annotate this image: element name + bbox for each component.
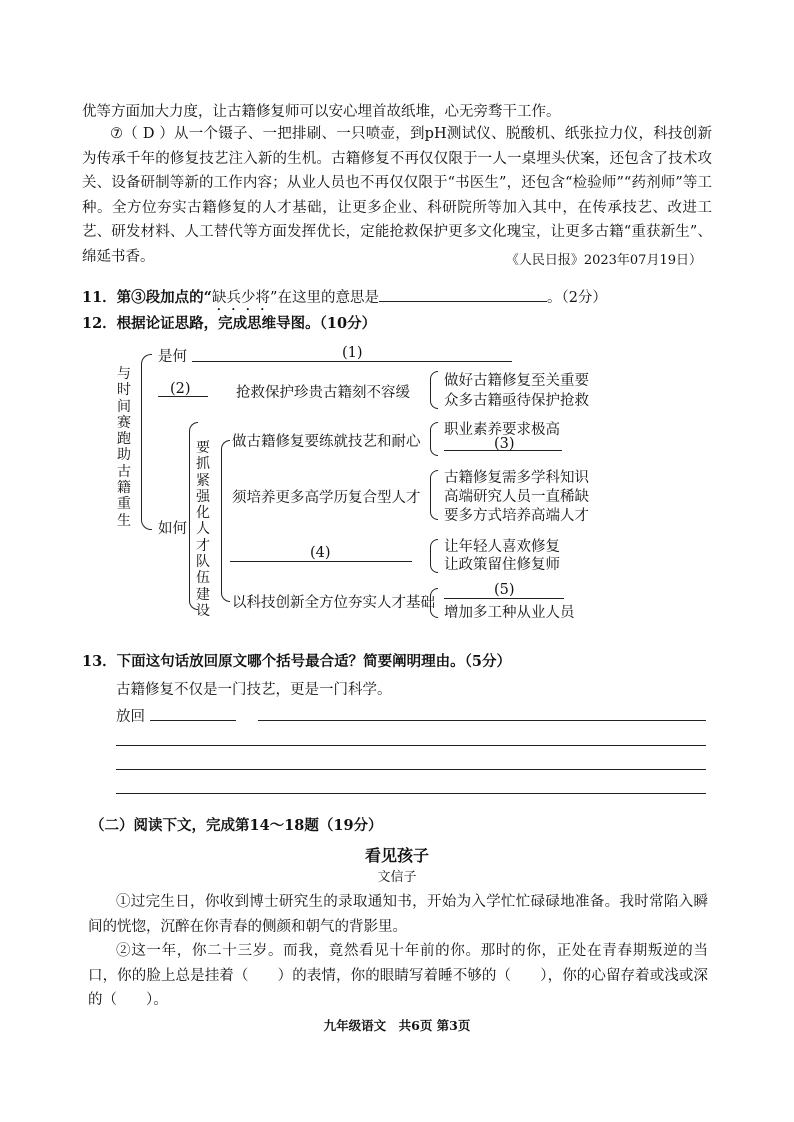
mind-map-root: 与时间赛跑助古籍重生: [117, 366, 131, 529]
why-2: 众多古籍亟待保护抢救: [444, 393, 589, 409]
how-b3: 要多方式培养高端人才: [444, 508, 589, 524]
how-b-brace: [430, 470, 438, 520]
q11-pre: 11．第③段加点的“: [82, 289, 213, 306]
q13-position-blank[interactable]: [150, 720, 236, 721]
how-a-brace: [430, 422, 438, 456]
how-b1: 古籍修复需多学科知识: [444, 470, 589, 486]
label-shi-he: 是何: [158, 349, 187, 365]
how-a: 做古籍修复要练就技艺和耐心: [232, 434, 421, 450]
page-footer: 九年级语文 共6页 第3页: [323, 1018, 471, 1033]
source-citation: 《人民日报》2023年07月19日）: [505, 253, 702, 268]
how-d2: 增加多工种从业人员: [444, 605, 575, 621]
article-title: 看见孩子: [364, 846, 429, 865]
section-two-heading: （二）阅读下文，完成第14～18题（19分）: [90, 817, 383, 834]
how-c2: 让政策留住修复师: [444, 557, 560, 573]
blank-3-number: (3): [494, 436, 515, 452]
q13-answer-label: 放回: [116, 709, 145, 725]
why-1: 做好古籍修复至关重要: [444, 373, 589, 389]
article-author: 文信子: [377, 870, 417, 885]
how-b2: 高端研究人员一直稀缺: [444, 489, 589, 505]
q13-reason-line-2[interactable]: [116, 745, 706, 746]
blank-5-number: (5): [494, 582, 515, 598]
paragraph-7: ⑦（ D ）从一个镊子、一把排刷、一只喷壶，到pH测试仪、脱酸机、纸张拉力仪，科技创新为传承千年的修复技艺注入新的生机。古籍修复不再仅仅限于一人一桌埋头伏案，还包含了技术攻关、设备研制等新的工作内容；从业人员也不再仅仅限于“书医生”，还包含“检验师”“药剂师”等工种。全方位夯实古籍修复的人才基础，让更多企业、科研院所等加入其中，在传承技艺、改进工艺、研发材料、人工替代等方面发挥优长，定能抢救保护更多文化瑰宝，让更多古籍“重获新生”、绵延书香。: [82, 126, 712, 265]
how-a1: 职业素养要求极高: [444, 422, 560, 438]
q11-answer-blank[interactable]: [379, 287, 547, 302]
root-brace: [141, 354, 152, 530]
q13-reason-line-4[interactable]: [116, 793, 706, 794]
q11-post: ”在这里的意思是: [270, 290, 379, 306]
blank-2-line[interactable]: [158, 396, 208, 397]
blank-1-number: (1): [342, 345, 363, 361]
how-root: 要抓紧强化人才队伍建设: [196, 440, 210, 619]
how-c-brace: [430, 539, 438, 573]
blank-1-line[interactable]: [192, 361, 512, 362]
blank-2-number: (2): [170, 381, 191, 397]
q13-sentence: 古籍修复不仅是一门技艺，更是一门科学。: [116, 682, 392, 698]
question-12: 12．根据论证思路，完成思维导图。（10分）: [82, 315, 377, 332]
q13-reason-line-3[interactable]: [116, 769, 706, 770]
how-d-brace: [430, 588, 438, 618]
article-paragraph-2: ②这一年，你二十三岁。而我，竟然看见十年前的你。那时的你，正处在青春期叛逆的当口，你的脸上总是挂着（ ）的表情，你的眼睛写着睡不够的（ ），你的心留存着或浅或深的（ ）。: [88, 943, 708, 1008]
why-brace: [430, 371, 438, 409]
how-c1: 让年轻人喜欢修复: [444, 539, 560, 555]
how-d: 以科技创新全方位夯实人才基础: [232, 595, 435, 611]
passage-line: 优等方面加大力度，让古籍修复师可以安心埋首故纸堆，心无旁骛干工作。: [82, 104, 561, 120]
blank-5-line[interactable]: [444, 598, 564, 599]
article-paragraph-1: ①过完生日，你收到博士研究生的录取通知书，开始为入学忙忙碌碌地准备。我时常陷入瞬间的恍惚，沉醉在你青春的侧颜和朝气的背影里。: [88, 894, 708, 935]
how-b: 须培养更多高学历复合型人才: [232, 490, 421, 506]
q13-reason-line-1[interactable]: [258, 720, 706, 721]
how-brace-inner: [221, 440, 230, 602]
question-13: 13．下面这句话放回原文哪个括号最合适？简要阐明理由。（5分）: [82, 653, 512, 670]
label-ru-he: 如何: [158, 521, 187, 537]
q11-dotted-phrase: 缺兵少将: [212, 290, 271, 306]
blank-4-number: (4): [310, 545, 331, 561]
blank-4-line[interactable]: [230, 561, 412, 562]
question-11: [82, 286, 607, 314]
why-main: 抢救保护珍贵古籍刻不容缓: [236, 385, 410, 401]
q11-score: 。（2分）: [546, 290, 607, 306]
